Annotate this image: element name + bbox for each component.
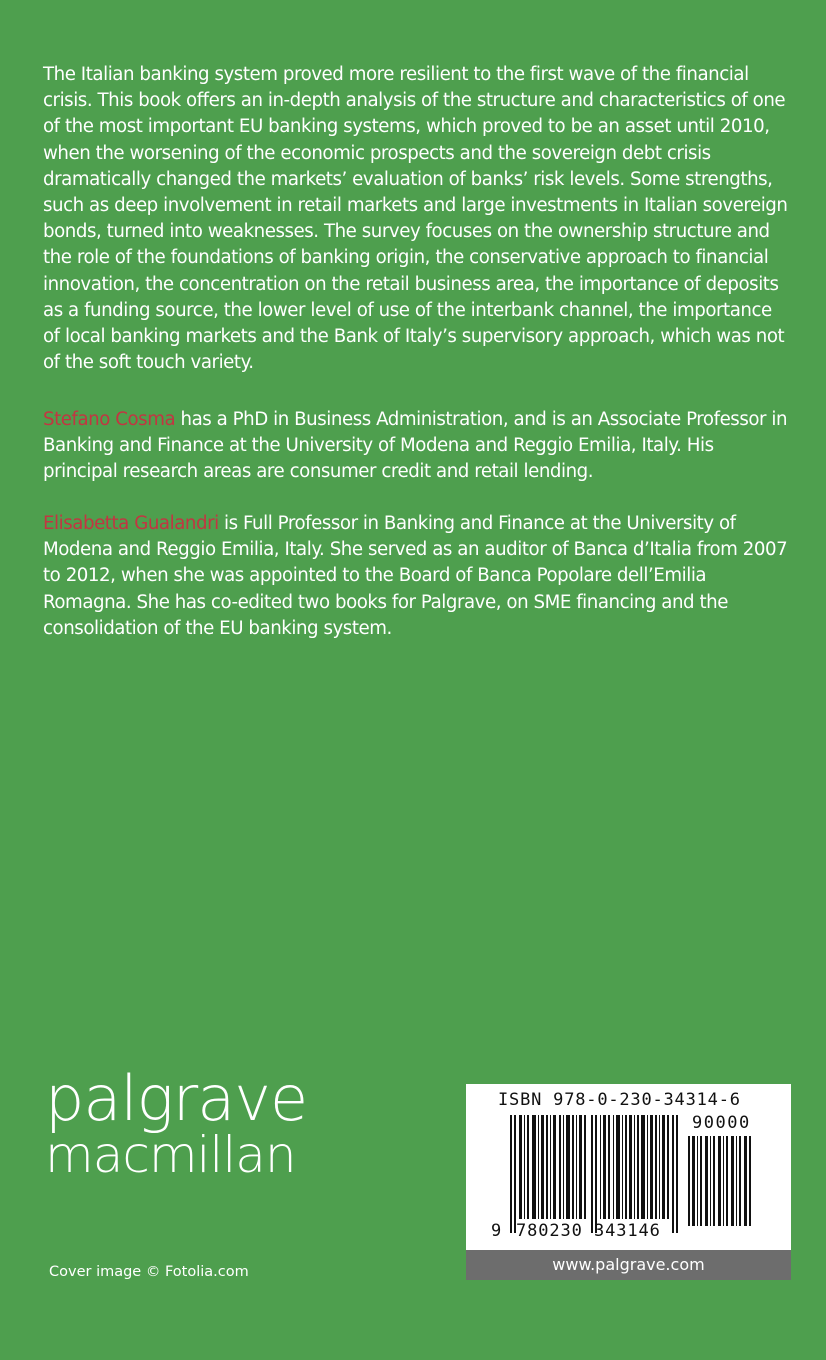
author-name-gualandri: Elisabetta Gualandri — [43, 513, 219, 534]
publisher-logo-line2: macmillan — [45, 1126, 296, 1184]
publisher-logo — [45, 1062, 308, 1184]
author-name-cosma: Stefano Cosma — [43, 409, 176, 430]
ean-digits: 780230 343146 — [516, 1221, 661, 1241]
author-bio-cosma — [43, 407, 793, 486]
isbn-text: ISBN 978-0-230-34314-6 — [498, 1090, 741, 1110]
ean-barcode-bars — [510, 1115, 682, 1233]
author-bio-text-cosma: has a PhD in Business Administration, and is an Associate Professor in Banking and Finance at the University of Modena and Reggio Emilia, Italy. His principal research areas are consumer credit and retail lending. — [43, 409, 788, 483]
cover-image-credit: Cover image © Fotolia.com — [49, 1264, 249, 1280]
publisher-website[interactable]: www.palgrave.com — [466, 1250, 791, 1280]
price-addon-bars — [688, 1136, 754, 1226]
book-description: The Italian banking system proved more resilient to the first wave of the financial crisis. This book offers an in-depth analysis of the structure and characteristics of one of the most important EU banking systems, which proved to be an asset until 2010, when the worsening of the economic prospects and the sovereign debt crisis dramatically changed the markets’ evaluation of banks’ risk levels. Some strengths, such as deep involvement in retail markets and large investments in Italian sovereign bonds, turned into weaknesses. The survey focuses on the ownership structure and the role of the foundations of banking origin, the conservative approach to financial innovation, the concentration on the retail business area, the importance of deposits as a funding source, the lower level of use of the interbank channel, the importance of local banking markets and the Bank of Italy’s supervisory approach, which was not of the soft touch variety. — [43, 64, 788, 374]
author-bio-text-gualandri: is Full Professor in Banking and Finance at the University of Modena and Reggio Emilia, Italy. She served as an auditor of Banca d’Italia from 2007 to 2012, when she was appointed to the Board of Banca Popolare dell’Emilia Romagna. She has co-edited two books for Palgrave, on SME financing and the consolidation of the EU banking system. — [43, 513, 788, 639]
ean-first-digit: 9 — [491, 1221, 502, 1241]
price-code: 90000 — [692, 1113, 751, 1133]
publisher-logo-line1: palgrave — [45, 1062, 308, 1135]
author-bio-gualandri — [43, 511, 793, 642]
isbn-barcode-panel — [466, 1084, 791, 1250]
